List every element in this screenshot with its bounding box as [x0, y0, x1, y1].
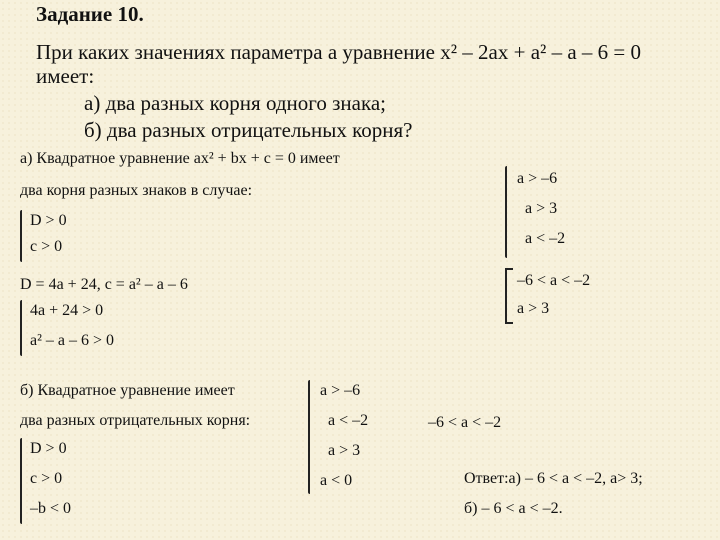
task-item-a: а) два разных корня одного знака; — [84, 91, 387, 115]
solution-row: a > –6 — [320, 382, 361, 399]
condition-d: D > 0 — [30, 212, 67, 229]
solution-row: a > 3 — [525, 200, 558, 217]
condition-b: –b < 0 — [30, 500, 72, 517]
inequality-2: a² – a – 6 > 0 — [30, 332, 115, 349]
part-a-intro-1: а) Квадратное уравнение ax² + bx + c = 0 имеет — [20, 150, 340, 167]
part-b-condition-system — [20, 438, 72, 524]
answer-line-1: Ответ:а) – 6 < a < –2, a> 3; — [464, 470, 643, 487]
part-a-solution-system-1 — [505, 166, 566, 258]
condition-d: D > 0 — [30, 440, 67, 457]
part-a-inequality-system — [20, 300, 115, 356]
task-line-2: имеет: — [36, 64, 95, 88]
part-a-condition-system — [20, 210, 67, 262]
part-b-result: –6 < a < –2 — [428, 414, 502, 431]
task-item-b: б) два разных отрицательных корня? — [84, 118, 413, 142]
solution-row: a < –2 — [525, 230, 566, 247]
inequality-1: 4a + 24 > 0 — [30, 302, 104, 319]
part-b-intro-1: б) Квадратное уравнение имеет — [20, 382, 235, 399]
solution-row: a < –2 — [328, 412, 369, 429]
part-b-solution-system — [308, 380, 369, 494]
page-title: Задание 10. — [36, 2, 144, 26]
part-b-intro-2: два разных отрицательных корня: — [20, 412, 251, 429]
d-and-c-formula: D = 4a + 24, c = a² – a – 6 — [20, 276, 188, 293]
solution-row: a > –6 — [517, 170, 558, 187]
answer-line-2: б) – 6 < a < –2. — [464, 500, 563, 517]
condition-c: c > 0 — [30, 238, 63, 255]
solution-row: –6 < a < –2 — [517, 272, 591, 289]
part-a-intro-2: два корня разных знаков в случае: — [20, 182, 253, 199]
solution-row: a < 0 — [320, 472, 353, 489]
solution-row: a > 3 — [517, 300, 550, 317]
condition-c: c > 0 — [30, 470, 63, 487]
part-a-solution-system-2 — [505, 268, 591, 324]
task-line-1: При каких значениях параметра a уравнение x² – 2ax + a² – a – 6 = 0 — [36, 40, 641, 64]
solution-row: a > 3 — [328, 442, 361, 459]
